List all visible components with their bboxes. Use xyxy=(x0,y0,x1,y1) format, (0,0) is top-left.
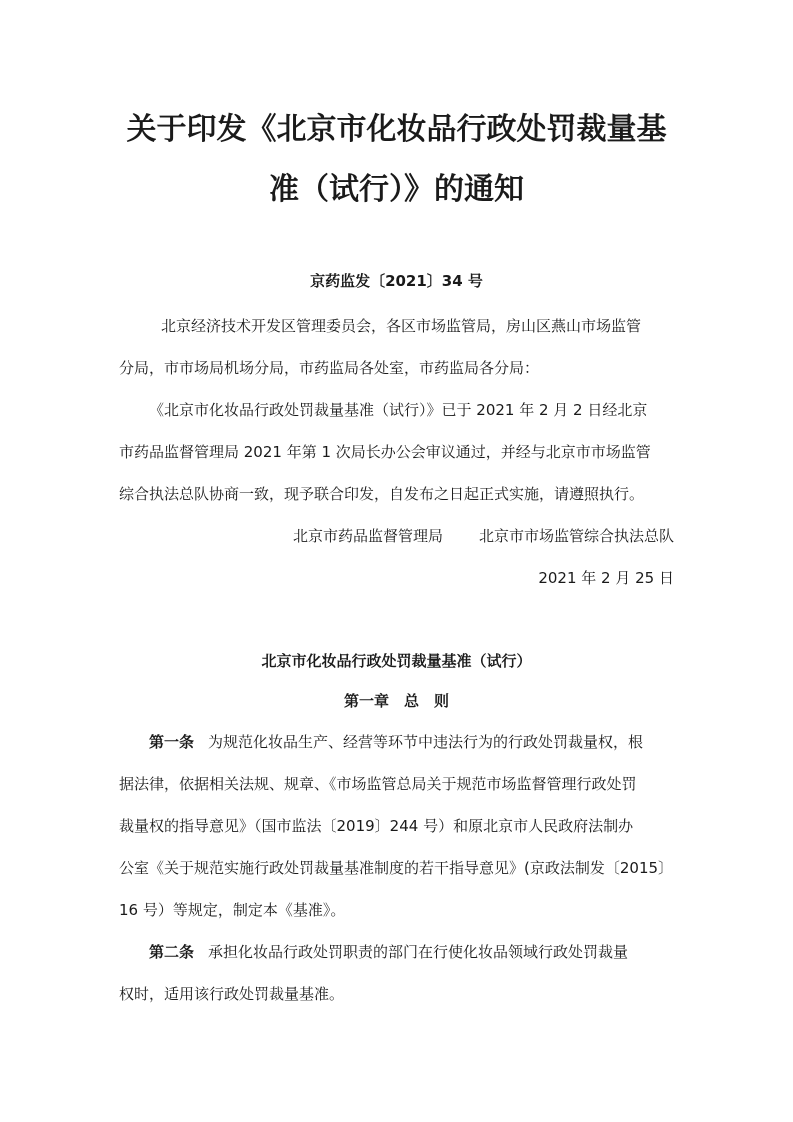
issuer-market-enforcement: 北京市市场监管综合执法总队 xyxy=(478,527,674,545)
title-line-1: 关于印发《北京市化妆品行政处罚裁量基 xyxy=(126,112,667,147)
issue-date: 2021 年 2 月 25 日 xyxy=(538,569,674,587)
recipients-paragraph xyxy=(119,305,677,389)
recipients-line-2: 分局，市市场局机场分局，市药监局各处室，市药监局各分局： xyxy=(119,359,540,377)
article-2-line-1: 承担化妆品行政处罚职责的部门在行使化妆品领域行政处罚裁量 xyxy=(208,943,629,961)
standard-heading: 北京市化妆品行政处罚裁量基准（试行） xyxy=(261,652,532,670)
notice-body-line-1: 《北京市化妆品行政处罚裁量基准（试行）》已于 2021 年 2 月 2 日经北京 xyxy=(149,401,648,419)
notice-body-paragraph xyxy=(119,389,677,515)
issuers-line xyxy=(119,515,674,557)
document-title xyxy=(100,100,693,220)
title-line-2: 准（试行）》的通知 xyxy=(269,172,524,207)
article-2 xyxy=(119,931,677,1015)
notice-body-line-3: 综合执法总队协商一致，现予联合印发，自发布之日起正式实施，请遵照执行。 xyxy=(119,485,645,503)
chapter-heading: 第一章 总 则 xyxy=(343,692,449,710)
article-1-label: 第一条 xyxy=(149,733,195,751)
article-1-line-3: 裁量权的指导意见》（国市监法〔2019〕244 号）和原北京市人民政府法制办 xyxy=(119,817,634,835)
issuer-drug-administration: 北京市药品监督管理局 xyxy=(292,527,443,545)
article-1-line-4: 公室《关于规范实施行政处罚裁量基准制度的若干指导意见》(京政法制发〔2015〕 xyxy=(119,859,674,877)
article-1-line-1: 为规范化妆品生产、经营等环节中违法行为的行政处罚裁量权，根 xyxy=(208,733,644,751)
document-number: 京药监发〔2021〕34 号 xyxy=(310,272,483,290)
notice-body-line-2: 市药品监督管理局 2021 年第 1 次局长办公会审议通过，并经与北京市市场监管 xyxy=(119,443,651,461)
article-1-line-5: 16 号）等规定，制定本《基准》。 xyxy=(119,901,346,919)
article-2-label: 第二条 xyxy=(149,943,195,961)
article-1-line-2: 据法律，依据相关法规、规章、《市场监管总局关于规范市场监督管理行政处罚 xyxy=(119,775,637,793)
article-1 xyxy=(119,721,677,931)
article-2-line-2: 权时，适用该行政处罚裁量基准。 xyxy=(119,985,345,1003)
recipients-line-1: 北京经济技术开发区管理委员会，各区市场监管局，房山区燕山市场监管 xyxy=(161,317,642,335)
